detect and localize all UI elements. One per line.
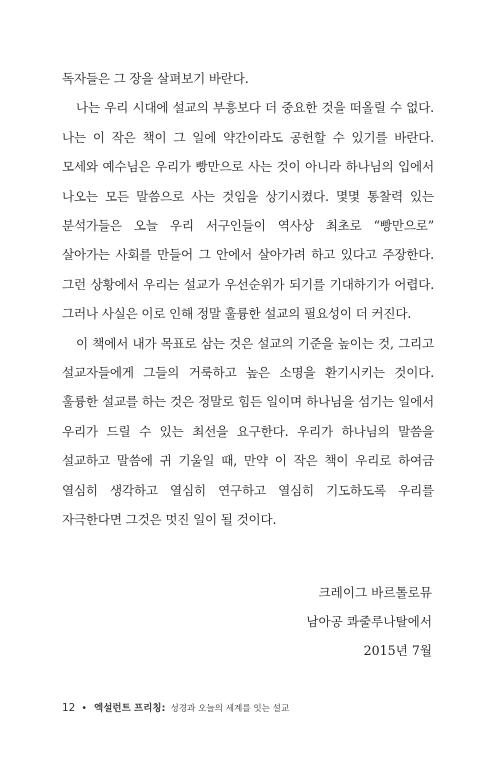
footer-bullet: • [81,703,88,714]
page-number: 12 [62,702,76,714]
body-text [62,64,434,535]
paragraph: 나는 우리 시대에 설교의 부흥보다 더 중요한 것을 떠올릴 수 없다. 나는 이 작은 책이 그 일에 약간이라도 공헌할 수 있기를 바란다. 모세와 예수님은 우리가 빵만으로 사는 것이 아니라 하나님의 입에서 나오는 모든 말씀으로 사는 것임을 상기시켰다. 몇몇 통찰력 있는 분석가들은 오늘 우리 서구인들이 역사상 최초로 “빵만으로” 살아가는 사회를 만들어 그 안에서 살아가려 하고 있다고 주장한다. 그런 상황에서 우리는 설교가 우선순위가 되기를 기대하기가 어렵다. 그러나 사실은 이로 인해 정말 훌륭한 설교의 필요성이 더 커진다. [62,100,434,322]
running-title: 엑설런트 프리칭: [94,703,166,714]
signature-date: 2015년 7월 [363,643,432,658]
signature-place: 남아공 콰줄루나탈에서 [306,614,432,629]
paragraph-continuation: 독자들은 그 장을 살펴보기 바란다. [62,71,249,86]
signature-author: 크레이그 바르톨로뮤 [318,585,432,600]
paragraph: 이 책에서 내가 목표로 삼는 것은 설교의 기준을 높이는 것, 그리고 설교자들에게 그들의 거룩하고 높은 소명을 환기시키는 것이다. 훌륭한 설교를 하는 것은 정말로 힘든 일이며 하나님을 섬기는 일에서 우리가 드릴 수 있는 최선을 요구한다. 우리가 하나님의 말씀을 설교하고 말씀에 귀 기울일 때, 만약 이 작은 책이 우리로 하여금 열심히 생각하고 열심히 연구하고 열심히 기도하도록 우리를 자극한다면 그것은 멋진 일이 될 것이다. [62,335,434,528]
page-footer [62,700,289,714]
signature-block [306,578,432,665]
running-subtitle: 성경과 오늘의 세계를 잇는 설교 [170,704,290,714]
